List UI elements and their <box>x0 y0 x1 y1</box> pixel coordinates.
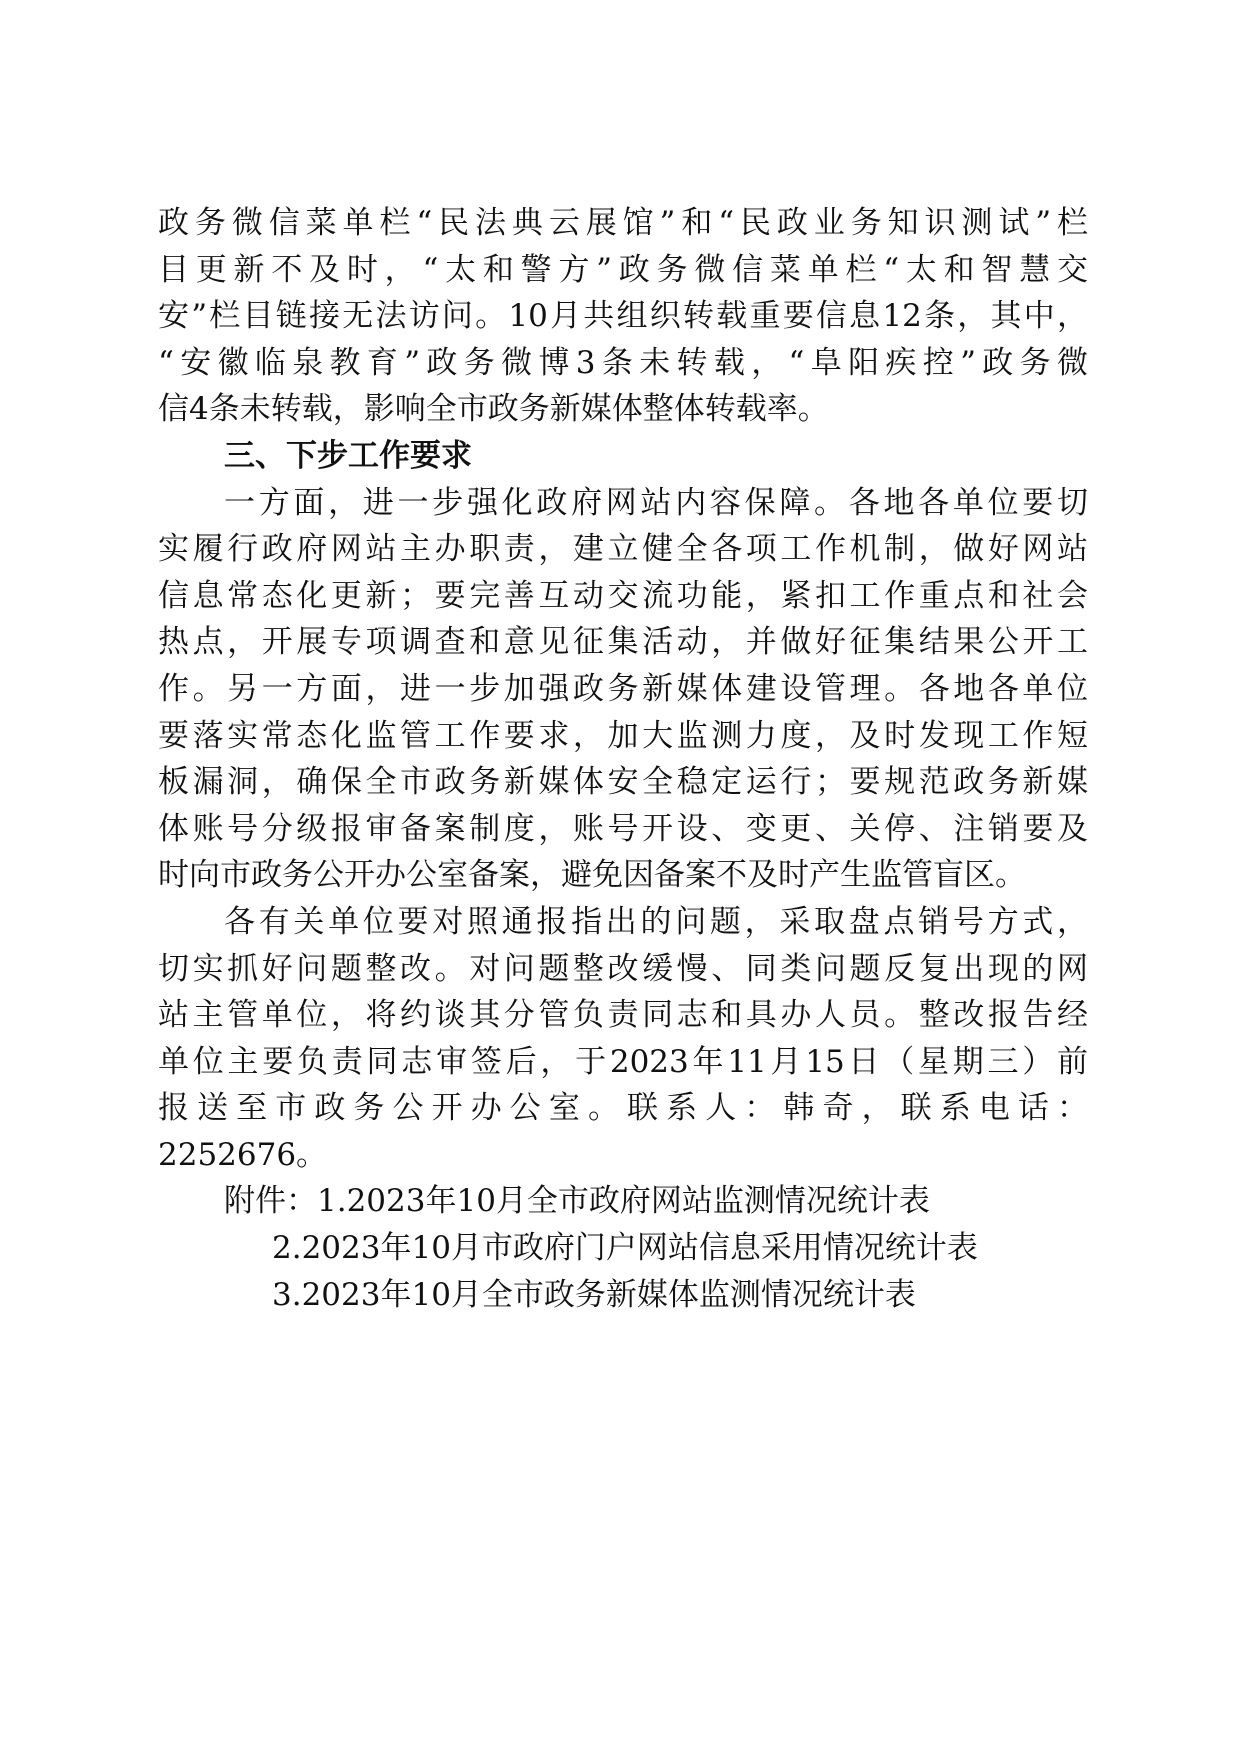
text-line: 单位主要负责同志审签后，于2023年11月15日（星期三）前 <box>158 1043 1088 1080</box>
text-line: 报送至市政务公开办公室。联系人：韩奇，联系电话： <box>158 1090 1088 1127</box>
text-line: 目更新不及时，“太和警方”政务微信菜单栏“太和智慧交 <box>158 251 1088 288</box>
text-line: 切实抓好问题整改。对问题整改缓慢、同类问题反复出现的网 <box>158 950 1088 987</box>
text-line: 一方面，进一步强化政府网站内容保障。各地各单位要切 <box>224 484 1088 521</box>
text-line: 信息常态化更新；要完善互动交流功能，紧扣工作重点和社会 <box>158 577 1088 614</box>
text-line: 作。另一方面，进一步加强政务新媒体建设管理。各地各单位 <box>158 670 1088 707</box>
text-line: 实履行政府网站主办职责，建立健全各项工作机制，做好网站 <box>158 531 1088 568</box>
text-line: 各有关单位要对照通报指出的问题，采取盘点销号方式， <box>224 903 1088 940</box>
paragraph-rectification <box>158 899 1088 1179</box>
text-line: 2252676。 <box>158 1136 328 1173</box>
text-line: 政务微信菜单栏“民法典云展馆”和“民政业务知识测试”栏 <box>158 205 1088 241</box>
paragraph-requirements <box>158 480 1088 899</box>
text-line: 站主管单位，将约谈其分管负责同志和具办人员。整改报告经 <box>158 997 1088 1034</box>
attachment-item: 3.2023年10月全市政务新媒体监测情况统计表 <box>272 1276 916 1313</box>
attachment-item: 附件：1.2023年10月全市政府网站监测情况统计表 <box>224 1183 930 1220</box>
text-line: 时向市政务公开办公室备案，避免因备案不及时产生监管盲区。 <box>158 857 1026 894</box>
text-line: 体账号分级报审备案制度，账号开设、变更、关停、注销要及 <box>158 810 1088 847</box>
text-line: 要落实常态化监管工作要求，加大监测力度，及时发现工作短 <box>158 717 1088 754</box>
section-heading: 三、下步工作要求 <box>224 437 472 474</box>
attachment-item: 2.2023年10月市政府门户网站信息采用情况统计表 <box>272 1230 978 1267</box>
document-body <box>158 200 1088 1318</box>
text-line: 热点，开展专项调查和意见征集活动，并做好征集结果公开工 <box>158 624 1088 661</box>
text-line: 板漏洞，确保全市政务新媒体安全稳定运行；要规范政务新媒 <box>158 764 1088 801</box>
attachments-list <box>158 1178 1088 1318</box>
paragraph-continued <box>158 200 1088 433</box>
text-line: 安”栏目链接无法访问。10月共组织转载重要信息12条，其中， <box>158 298 1088 335</box>
text-line: 信4条未转载，影响全市政务新媒体整体转载率。 <box>158 391 829 428</box>
text-line: “安徽临泉教育”政务微博3条未转载，“阜阳疾控”政务微 <box>158 344 1088 381</box>
